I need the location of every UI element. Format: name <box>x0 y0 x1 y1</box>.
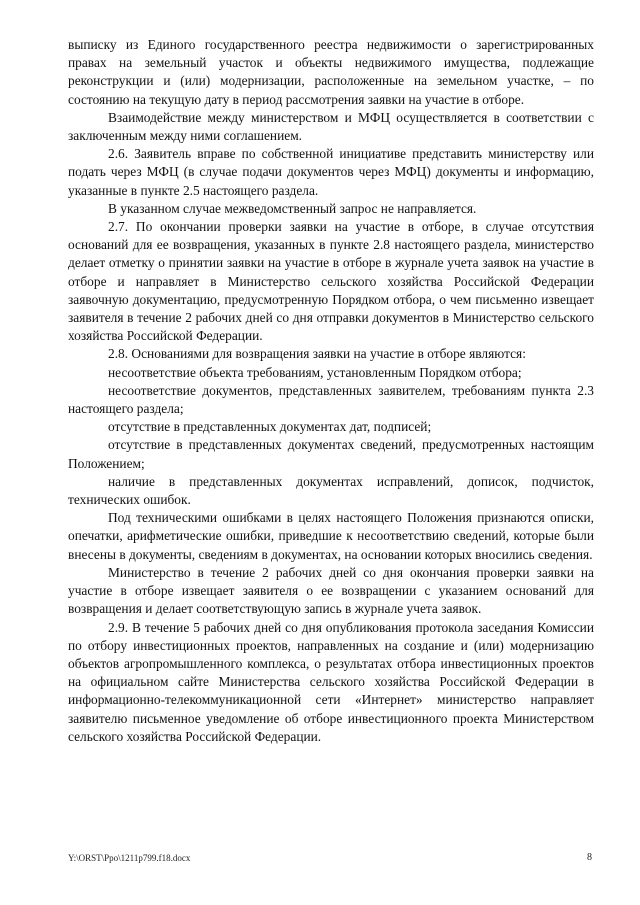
list-item-object-mismatch: несоответствие объекта требованиям, установленным Порядком отбора; <box>108 364 522 380</box>
list-item-corrections: наличие в представленных документах исправлений, дописок, подчисток, технических ошибок. <box>68 473 594 508</box>
paragraph-return-notice: Министерство в течение 2 рабочих дней со дня окончания проверки заявки на участие в отборе извещает заявителя о ее возвращении с указанием оснований для возвращения и делает соответствующую запись в журнале учета заявок. <box>68 564 594 617</box>
paragraph-2-7: 2.7. По окончании проверки заявки на участие в отборе, в случае отсутствия оснований для ее возвращения, указанных в пункте 2.8 настоящего раздела, министерство делает отметку о принятии заявки на участие в отборе в журнале учета заявок на участие в отборе и направляет в Министерство сельского хозяйства Российской Федерации заявочную документацию, предусмотренную Порядком отбора, о чем письменно извещает заявителя в течение 2 рабочих дней со дня отправки документов в Министерство сельского хозяйства Российской Федерации. <box>68 219 594 344</box>
paragraph-2-8: 2.8. Основаниями для возвращения заявки на участие в отборе являются: <box>108 346 526 362</box>
paragraph-egrn-extract: выписку из Единого государственного реестра недвижимости о зарегистрированных правах на земельный участок и объекты недвижимого имущества, подлежащие реконструкции и (или) модернизации, расположенные на земельном участке, – по состоянию на текущую дату в период рассмотрения заявки на участие в отборе. <box>68 37 594 107</box>
list-item-missing-info: отсутствие в представленных документах сведений, предусмотренных настоящим Положением; <box>68 437 594 471</box>
paragraph-no-request: В указанном случае межведомственный запрос не направляется. <box>108 200 477 216</box>
paragraph-2-6: 2.6. Заявитель вправе по собственной инициативе представить министерству или подать через МФЦ (в случае подачи документов через МФЦ) документы и информацию, указанные в пункте 2.5 настоящего раздела. <box>68 146 594 198</box>
list-item-documents-mismatch: несоответствие документов, представленных заявителем, требованиям пункта 2.3 настоящего раздела; <box>68 382 594 417</box>
list-item-missing-dates: отсутствие в представленных документах дат, подписей; <box>108 419 432 435</box>
paragraph-2-9: 2.9. В течение 5 рабочих дней со дня опубликования протокола заседания Комиссии по отбору инвестиционных проектов, направленных на создание и (или) модернизацию объектов агропромышленного комплекса, о результатах отбора инвестиционных проектов на официальном сайте Министерства сельского хозяйства Российской Федерации в информационно-телекоммуникационной сети «Интернет» министерство направляет заявителю письменное уведомление об отборе инвестиционного проекта Министерством сельского хозяйства Российской Федерации. <box>68 619 594 744</box>
paragraph-mfc-interaction: Взаимодействие между министерством и МФЦ осуществляется в соответствии с заключенным между ними соглашением. <box>68 109 594 144</box>
footer-file-path: Y:\ORST\Ppo\1211p799.f18.docx <box>68 853 191 863</box>
document-body <box>68 36 594 746</box>
page-number: 8 <box>587 852 592 863</box>
paragraph-technical-errors: Под техническими ошибками в целях настоящего Положения признаются описки, опечатки, арифметические ошибки, приведшие к несоответствию сведений, которые были внесены в документы, сведениям в документах, на основании которых вносились сведения. <box>68 510 594 562</box>
